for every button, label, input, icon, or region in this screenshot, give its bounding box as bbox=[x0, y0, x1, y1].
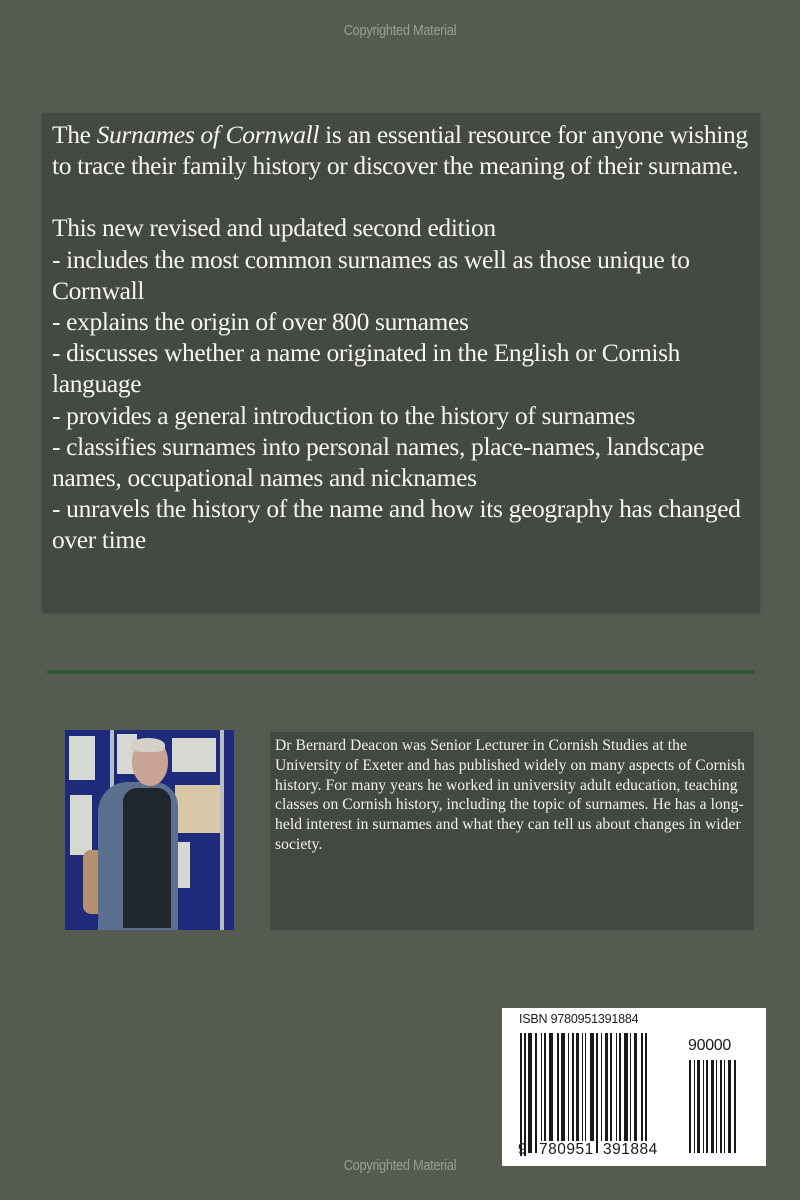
poster-board bbox=[69, 736, 95, 780]
barcode-digits-right: 391884 bbox=[603, 1141, 658, 1158]
feature-bullet: - includes the most common surnames as well as those unique to Cornwall bbox=[52, 244, 690, 305]
feature-bullet: - provides a general introduction to the history of surnames bbox=[52, 400, 636, 430]
book-description bbox=[52, 119, 757, 556]
barcode-digits-left: 780951 bbox=[539, 1141, 594, 1158]
poster-board bbox=[172, 738, 216, 772]
author-bio: Dr Bernard Deacon was Senior Lecturer in Cornish Studies at the University of Exeter and has published widely on many aspects of Cornish history. For many years he worked in university adult education, teaching classes on Cornish history, including the topic of surnames. He has a long-held interest in surnames and what they can tell us about changes in wider society. bbox=[275, 737, 746, 853]
intro-text-end: is an essential resource for anyone wishing to trace their family history or discover the meaning of their surname. bbox=[52, 120, 748, 181]
author-bio-panel bbox=[270, 732, 754, 930]
display-pole bbox=[220, 730, 224, 930]
person-hair bbox=[131, 738, 165, 752]
author-photo bbox=[65, 730, 234, 930]
edition-heading: This new revised and updated second edition bbox=[52, 213, 496, 243]
feature-bullet: - unravels the history of the name and how its geography has changed over time bbox=[52, 494, 741, 555]
intro-paragraph bbox=[52, 119, 757, 181]
barcode-digit-first: 9 bbox=[518, 1141, 528, 1158]
intro-text-start: The bbox=[52, 120, 97, 149]
barcode-addon-bars bbox=[689, 1060, 749, 1153]
copyright-watermark-top: Copyrighted Material bbox=[343, 22, 457, 39]
feature-bullet: - explains the origin of over 800 surnames bbox=[52, 307, 469, 337]
price-code: 90000 bbox=[688, 1037, 731, 1054]
feature-bullet: - classifies surnames into personal names, place-names, landscape names, occupational names and nicknames bbox=[52, 431, 705, 493]
isbn-barcode bbox=[502, 1008, 766, 1166]
blurb-panel bbox=[42, 113, 760, 613]
barcode-main-bars bbox=[520, 1033, 678, 1153]
paragraph-gap bbox=[52, 181, 757, 212]
copyright-watermark-bottom: Copyrighted Material bbox=[343, 1157, 457, 1174]
book-title: Surnames of Cornwall bbox=[96, 120, 320, 149]
section-divider bbox=[47, 670, 755, 674]
poster-board bbox=[70, 795, 92, 855]
feature-bullet: - discusses whether a name originated in the English or Cornish language bbox=[52, 338, 681, 399]
poster-board bbox=[175, 785, 221, 833]
isbn-label: ISBN 9780951391884 bbox=[519, 1012, 639, 1026]
person-vest bbox=[123, 788, 171, 928]
